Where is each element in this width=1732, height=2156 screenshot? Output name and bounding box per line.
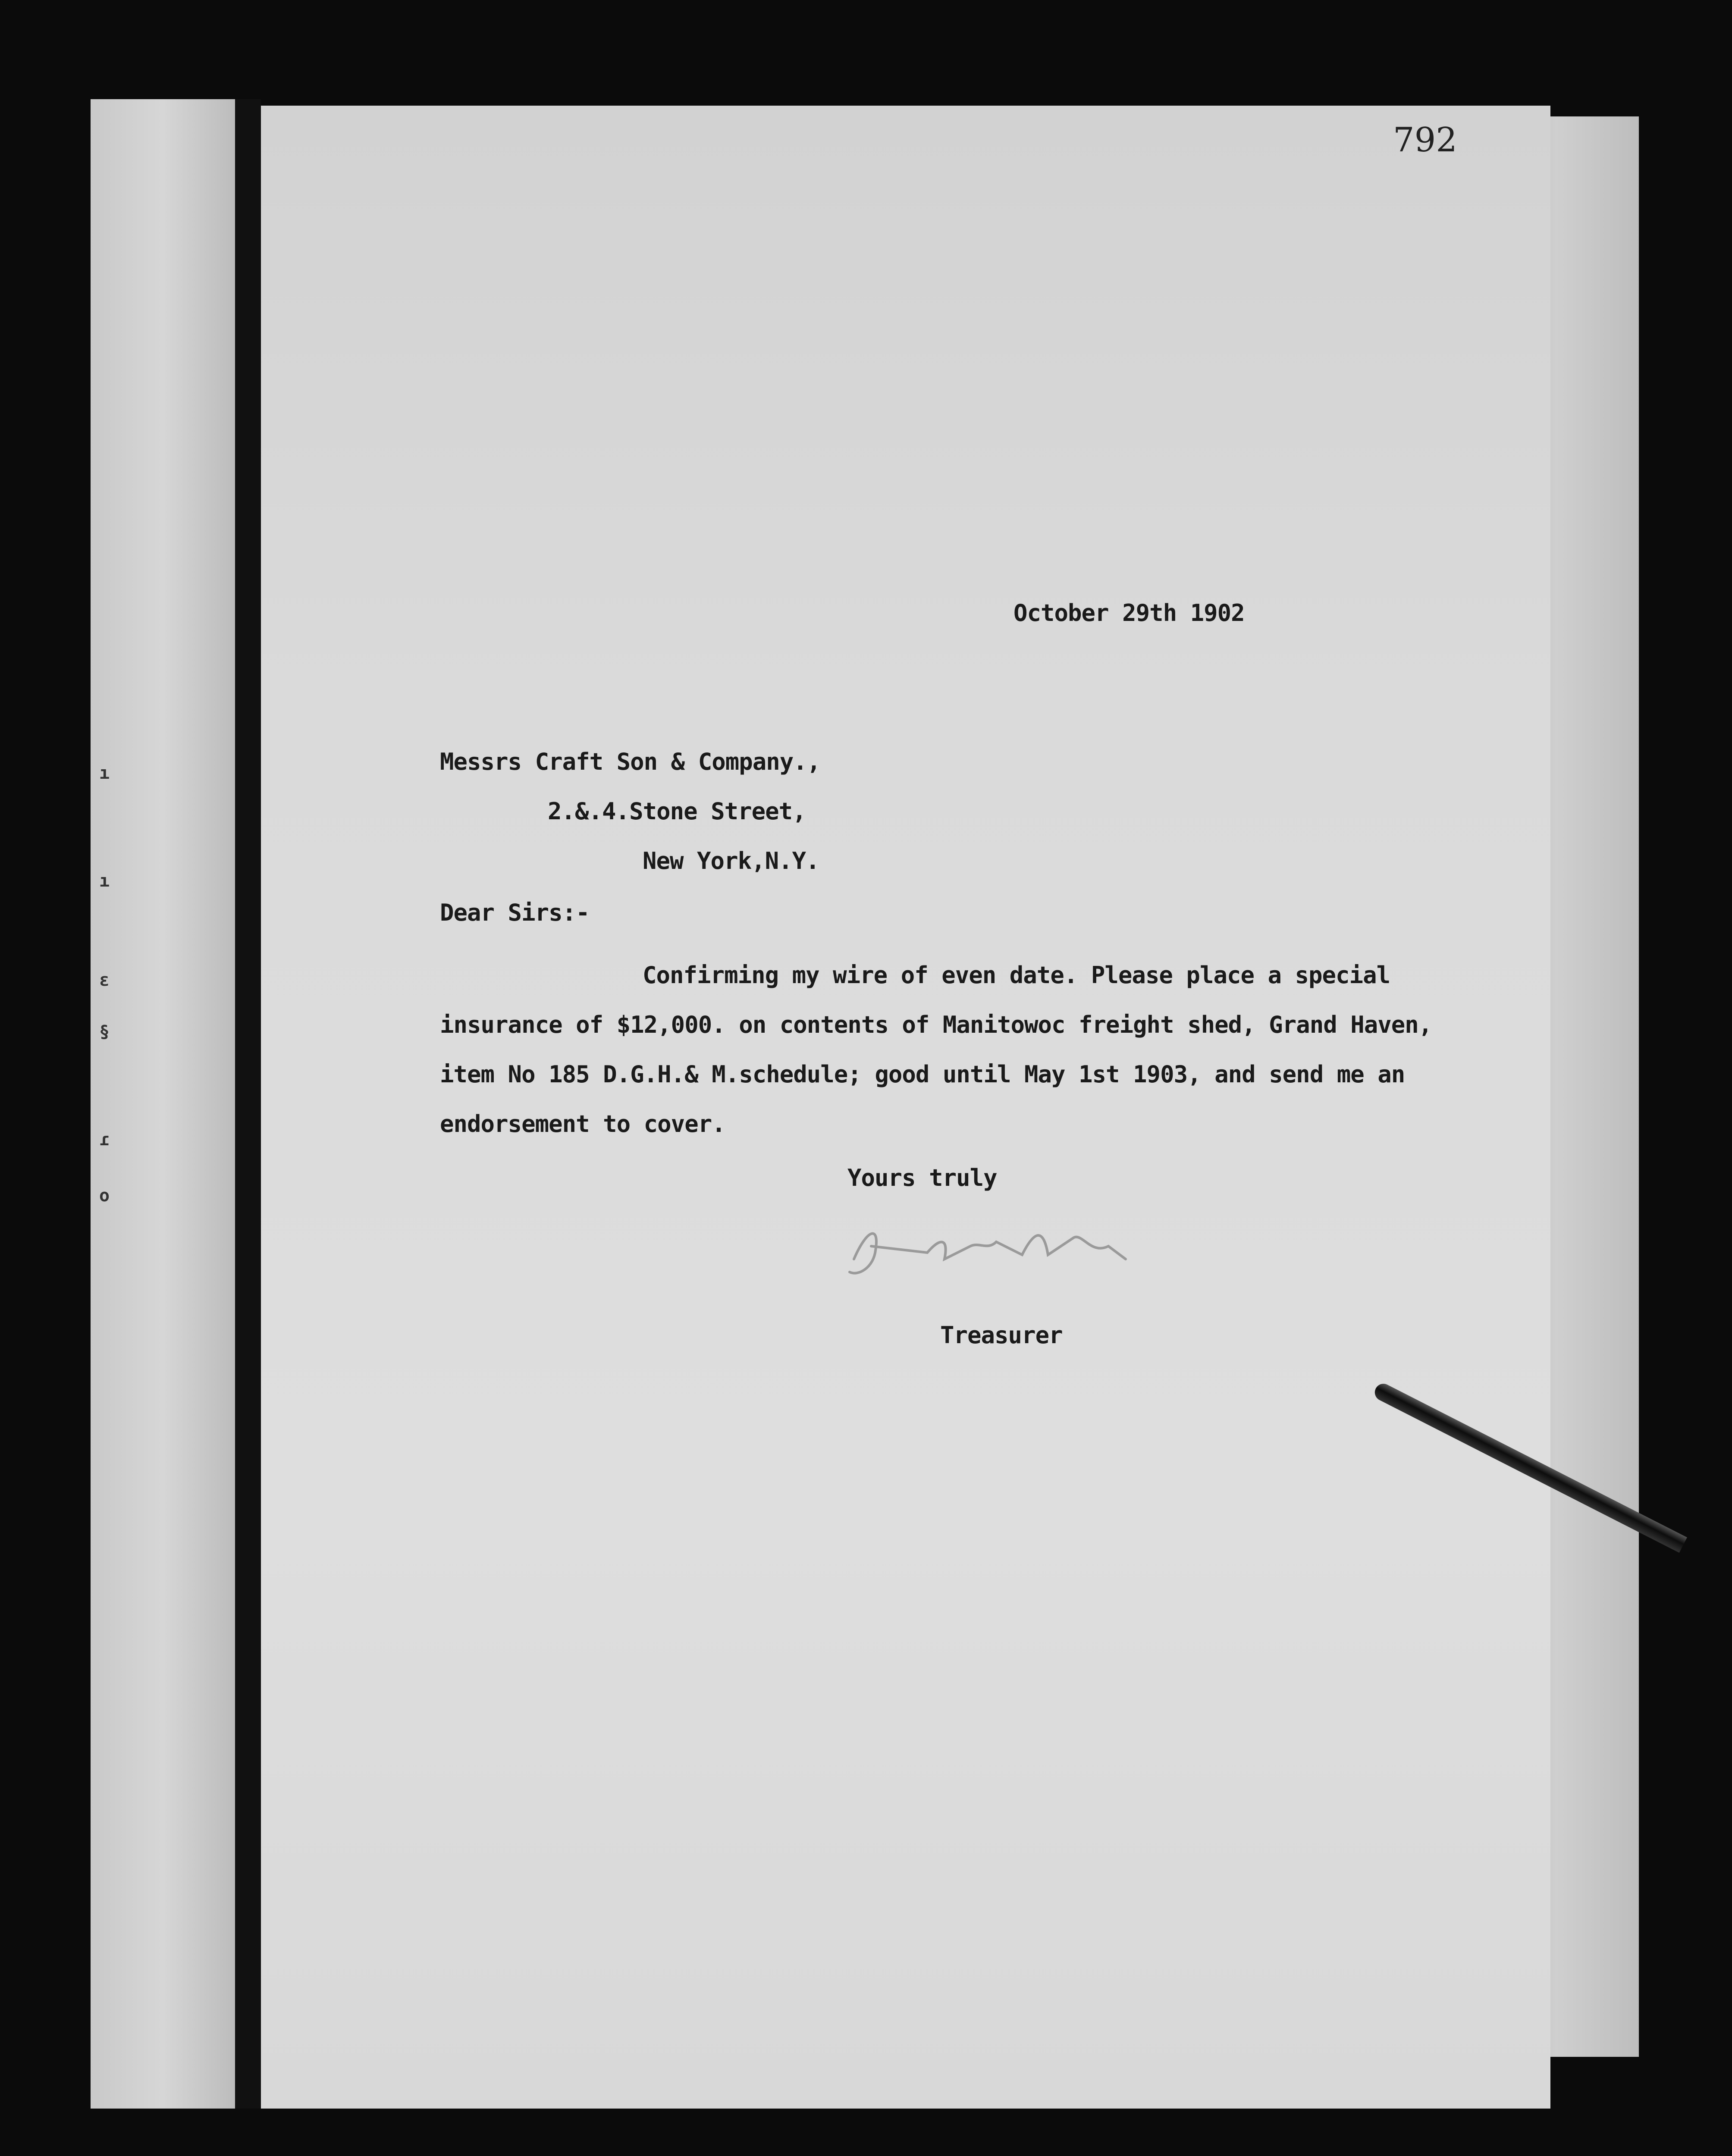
margin-mark: ο (99, 1186, 110, 1206)
margin-mark: § (99, 1022, 110, 1042)
margin-mark: ı (99, 871, 110, 891)
salutation: Dear Sirs:- (440, 899, 590, 926)
body-line: insurance of $12,000. on contents of Manitowoc freight shed, Grand Haven, (440, 1011, 1432, 1038)
page-number: 792 (1393, 121, 1457, 160)
body-line: endorsement to cover. (440, 1110, 725, 1138)
letter-page (261, 106, 1550, 2109)
body-line: item No 185 D.G.H.& M.schedule; good until May 1st 1903, and send me an (440, 1061, 1405, 1088)
closing: Yours truly (847, 1164, 997, 1191)
binding-gutter (235, 99, 261, 2109)
margin-mark: ı (99, 763, 110, 783)
recipient-city: New York,N.Y. (643, 847, 819, 874)
margin-mark: ɾ (99, 1130, 110, 1150)
previous-page-strip (91, 99, 235, 2109)
recipient-name: Messrs Craft Son & Company., (440, 748, 821, 775)
recipient-street: 2.&.4.Stone Street, (548, 798, 806, 825)
signer-title: Treasurer (940, 1322, 1063, 1349)
margin-mark: ε (99, 970, 110, 990)
letter-date: October 29th 1902 (1013, 599, 1245, 627)
handwritten-signature (841, 1212, 1152, 1285)
body-line: Confirming my wire of even date. Please place a special (643, 962, 1390, 989)
